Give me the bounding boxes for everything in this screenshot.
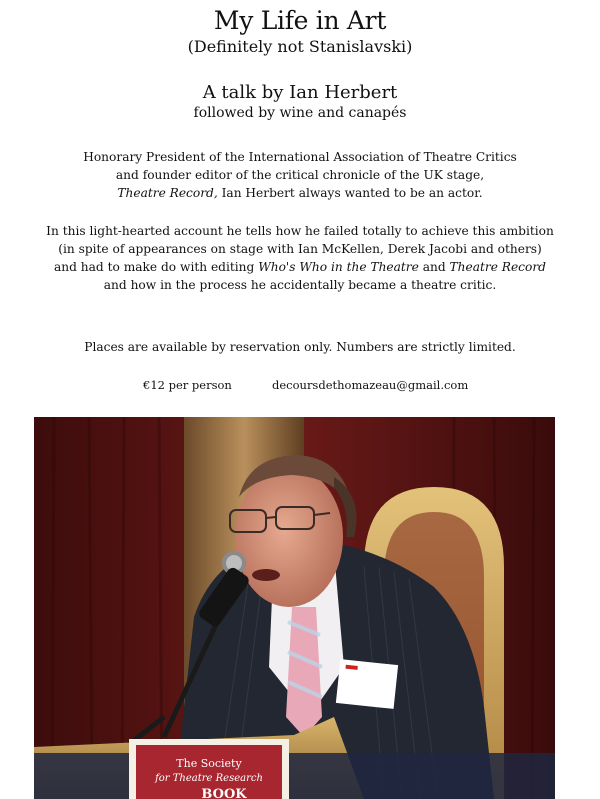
bio-line-3: Theatre Record, Ian Herbert always wanted to be an actor. xyxy=(117,186,483,200)
speaker-line: A talk by Ian Herbert xyxy=(202,82,398,103)
account-line-1: In this light-hearted account he tells how he failed totally to achieve this ambition xyxy=(46,224,554,238)
account-line-4: and how in the process he accidentally became a theatre critic. xyxy=(103,278,497,292)
speaker-photo-illustration xyxy=(34,417,555,799)
bio-line-1: Honorary President of the International Association of Theatre Critics xyxy=(83,150,517,164)
theatre-record-title-2: Theatre Record xyxy=(449,260,546,274)
theatre-record-title: Theatre Record, xyxy=(117,186,218,200)
speaker-photo xyxy=(34,417,555,799)
bio-line-2: and founder editor of the critical chronicle of the UK stage, xyxy=(115,168,485,182)
price-label: €12 per person xyxy=(143,378,232,392)
banner-line-3: BOOK xyxy=(201,787,247,799)
speaker-head xyxy=(235,467,343,607)
account-line-3: and had to make do with editing Who's Who in the Theatre and Theatre Record xyxy=(54,260,546,274)
banner-line-1: The Society xyxy=(176,757,242,770)
bio-paragraph xyxy=(0,148,600,202)
refreshments-line: followed by wine and canapés xyxy=(193,105,407,121)
event-title: My Life in Art xyxy=(213,6,387,35)
account-paragraph xyxy=(0,222,600,294)
banner-line-2: for Theatre Research xyxy=(155,773,263,784)
whos-who-title: Who's Who in the Theatre xyxy=(258,260,419,274)
name-badge xyxy=(336,659,398,709)
contact-email[interactable]: decoursdethomazeau@gmail.com xyxy=(272,378,469,392)
event-subtitle: (Definitely not Stanislavski) xyxy=(187,37,413,56)
places-notice: Places are available by reservation only. Numbers are strictly limited. xyxy=(84,340,516,354)
account-line-2: (in spite of appearances on stage with Ian McKellen, Derek Jacobi and others) xyxy=(58,242,542,256)
